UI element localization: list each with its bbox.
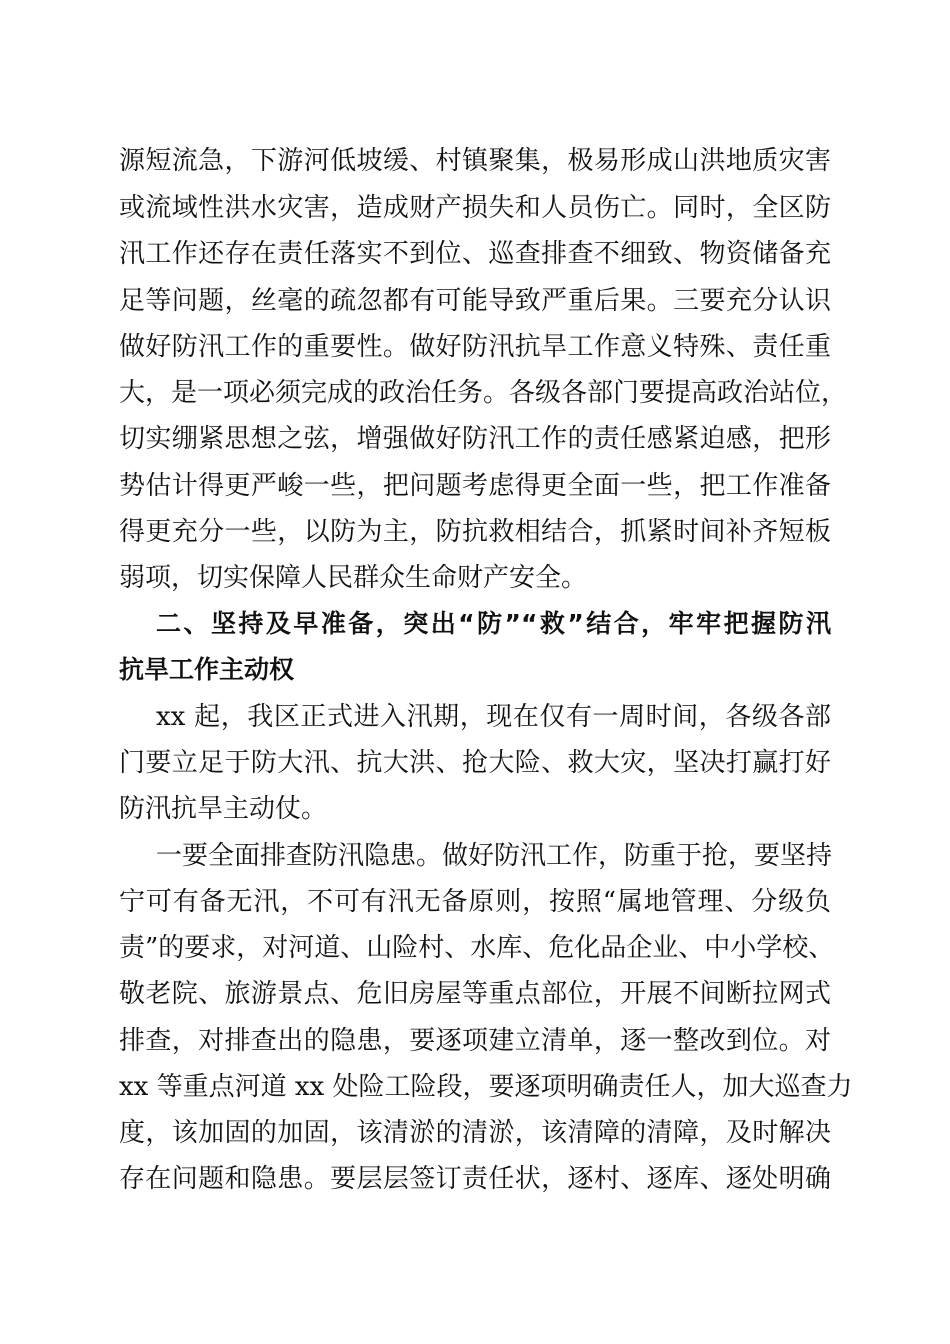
text-line: 源短流急，下游河低坡缓、村镇聚集，极易形成山洪地质灾害 (119, 146, 831, 176)
text-line: 足等问题，丝毫的疏忽都有可能导致严重后果。三要充分认识 (119, 286, 831, 316)
text-line: 汛工作还存在责任落实不到位、巡查排查不细致、物资储备充 (119, 239, 831, 269)
text-line: 大，是一项必须完成的政治任务。各级各部门要提高政治站位， (119, 378, 848, 408)
text-line: xx 起，我区正式进入汛期，现在仅有一周时间，各级各部 (156, 702, 831, 732)
text-line: xx 等重点河道 xx 处险工险段，要逐项明确责任人，加大巡查力 (119, 1072, 853, 1102)
text-line: 责”的要求，对河道、山险村、水库、危化品企业、中小学校、 (119, 933, 835, 963)
text-line: 防汛抗旱主动仗。 (119, 794, 328, 824)
text-line: 做好防汛工作的重要性。做好防汛抗旱工作意义特殊、责任重 (119, 332, 831, 362)
text-line: 一要全面排查防汛隐患。做好防汛工作，防重于抢，要坚持 (156, 841, 833, 871)
text-line: 排查，对排查出的隐患，要逐项建立清单，逐一整改到位。对 (119, 1026, 831, 1056)
text-line: 得更充分一些，以防为主，防抗救相结合，抓紧时间补齐短板 (119, 517, 831, 547)
text-line: 宁可有备无汛，不可有汛无备原则，按照“属地管理、分级负 (119, 887, 831, 917)
heading-line: 二、坚持及早准备，突出“防”“救”结合，牢牢把握防汛 (156, 609, 831, 638)
text-line: 势估计得更严峻一些，把问题考虑得更全面一些，把工作准备 (119, 471, 831, 501)
text-line: 或流域性洪水灾害，造成财产损失和人员伤亡。同时，全区防 (119, 193, 831, 223)
text-line: 门要立足于防大汛、抗大洪、抢大险、救大灾，坚决打赢打好 (119, 748, 831, 778)
text-line: 度，该加固的加固，该清淤的清淤，该清障的清障，及时解决 (119, 1118, 831, 1148)
text-line: 敬老院、旅游景点、危旧房屋等重点部位，开展不间断拉网式 (119, 979, 831, 1009)
text-line: 弱项，切实保障人民群众生命财产安全。 (119, 563, 588, 593)
heading-line: 抗旱工作主动权 (119, 655, 295, 684)
text-line: 切实绷紧思想之弦，增强做好防汛工作的责任感紧迫感，把形 (119, 424, 831, 454)
text-line: 存在问题和隐患。要层层签订责任状，逐村、逐库、逐处明确 (119, 1164, 831, 1194)
